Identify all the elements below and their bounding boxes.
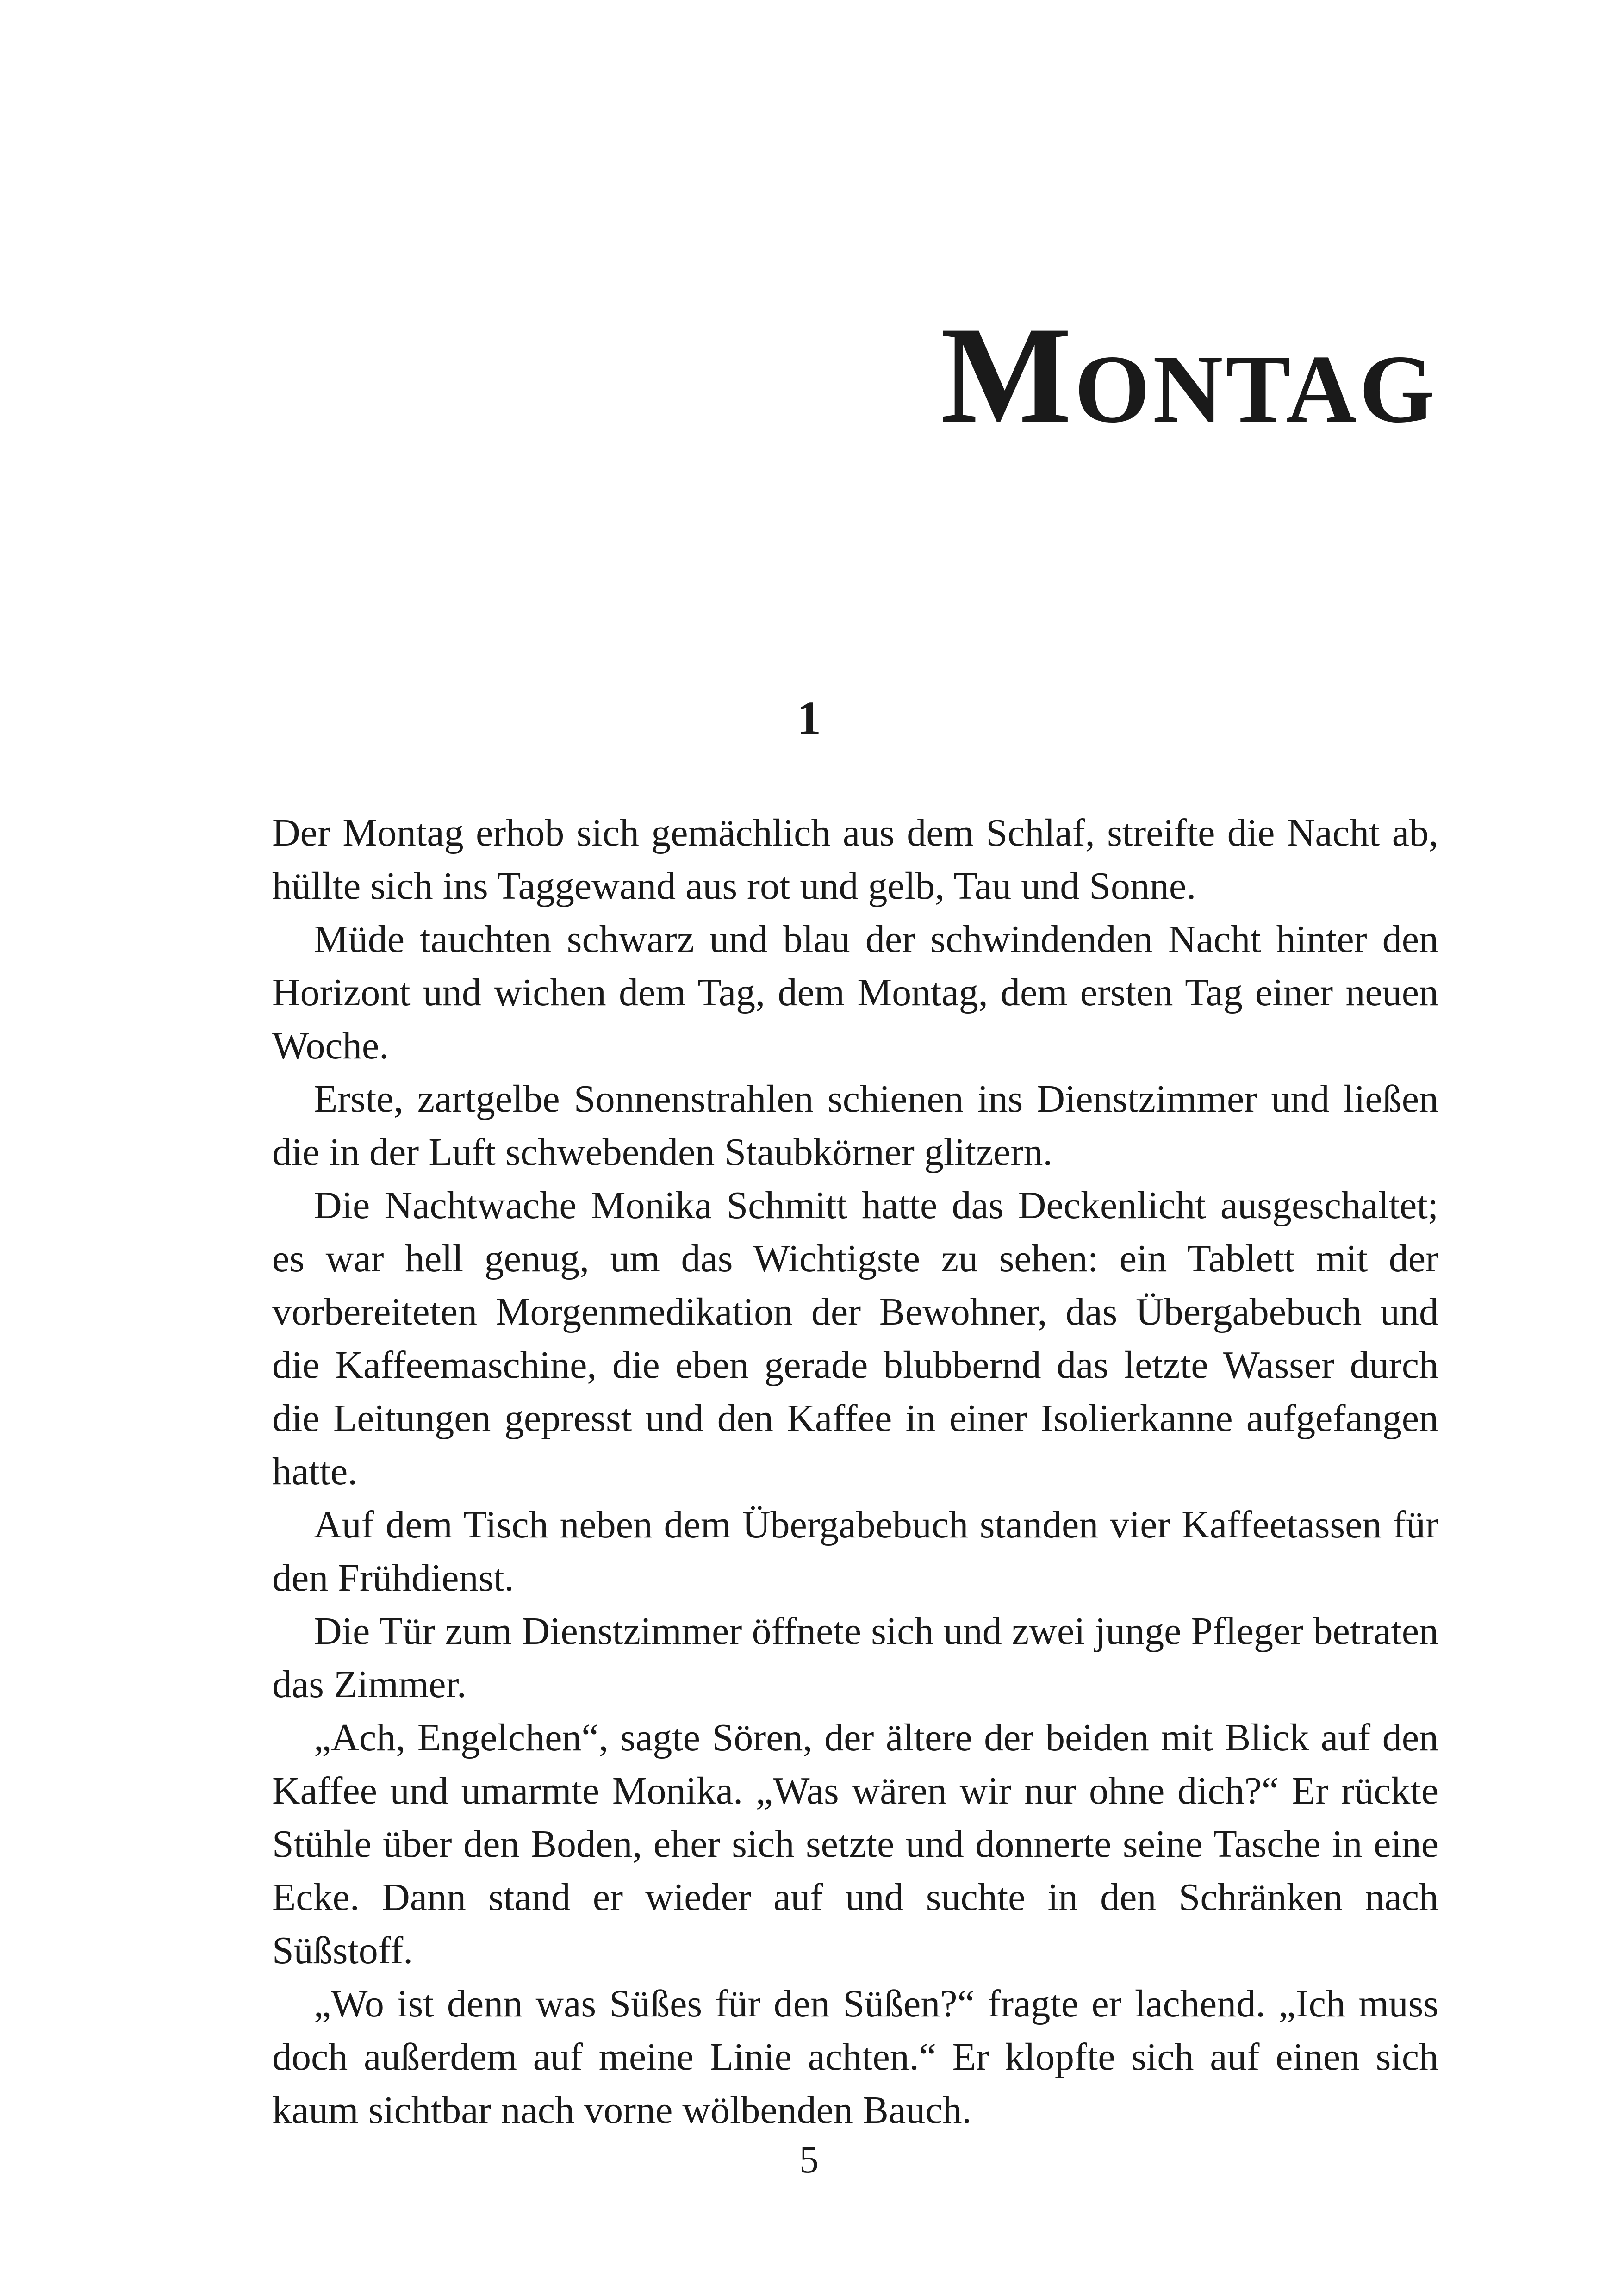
paragraph: Die Nachtwache Monika Schmitt hatte das Deckenlicht ausgeschaltet; es war hell genug, um das Wichtigste zu sehen: ein Tablett mit der vorbereiteten Morgenmedikation der Bewohner, das Übergabebuch und die Kaffeemaschine, die eben gerade blubbernd das letzte Wasser durch die Leitungen gepresst und den Kaffee in einer Isolierkanne aufgefangen hatte. [272,1184,1438,1493]
paragraph: Die Tür zum Dienstzimmer öffnete sich und zwei junge Pfleger betraten das Zimmer. [272,1610,1438,1706]
paragraph: Erste, zartgelbe Sonnenstrahlen schienen ins Dienstzimmer und ließen die in der Luft schwebenden Staubkörner glitzern. [272,1077,1438,1174]
paragraph: Müde tauchten schwarz und blau der schwindenden Nacht hinter den Horizont und wichen dem Tag, dem Montag, dem ersten Tag einer neuen Woche. [272,918,1438,1067]
section-number: 1 [797,691,821,745]
page-number: 5 [799,2138,819,2181]
body-text [272,806,1438,2137]
paragraph: „Wo ist denn was Süßes für den Süßen?“ fragte er lachend. „Ich muss doch außerdem auf meine Linie achten.“ Er klopfte sich auf einen sich kaum sichtbar nach vorne wölbenden Bauch. [272,1982,1438,2132]
paragraph: Auf dem Tisch neben dem Übergabebuch standen vier Kaffeetassen für den Frühdienst. [272,1503,1438,1599]
paragraph: „Ach, Engelchen“, sagte Sören, der ältere der beiden mit Blick auf den Kaffee und umarmte Monika. „Was wären wir nur ohne dich?“ Er rückte Stühle über den Boden, eher sich setzte und donnerte seine Tasche in eine Ecke. Dann stand er wieder auf und suchte in den Schränken nach Süßstoff. [272,1716,1438,1972]
paragraph: Der Montag erhob sich gemächlich aus dem Schlaf, streifte die Nacht ab, hüllte sich ins Taggewand aus rot und gelb, Tau und Sonne. [272,811,1438,908]
chapter-title: Montag [940,298,1438,452]
